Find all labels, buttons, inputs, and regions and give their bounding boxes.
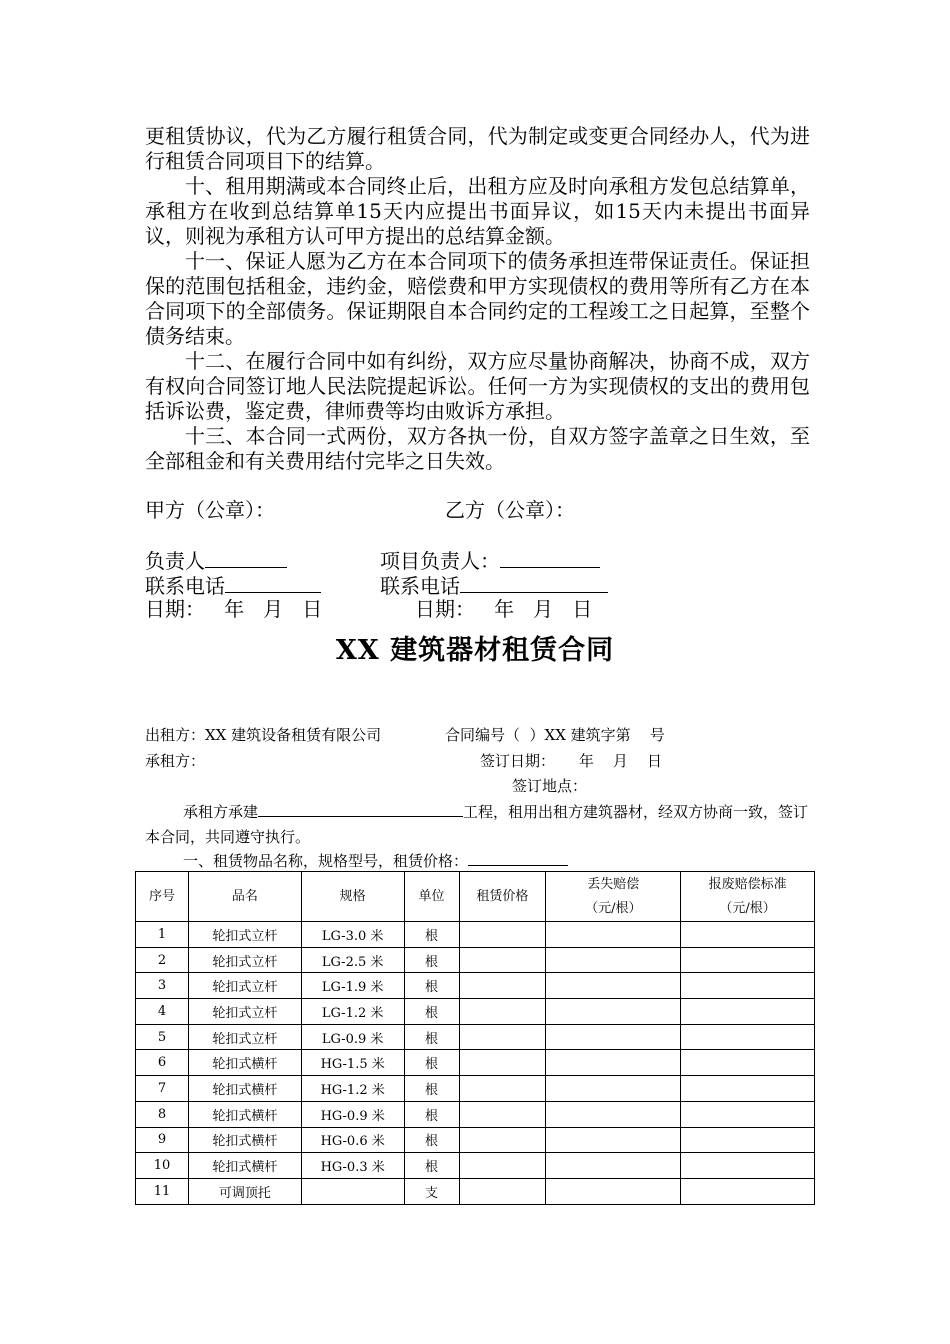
table-cell: 根 (404, 1076, 459, 1102)
signature-parties (145, 498, 810, 523)
lessee: 承租方： (145, 752, 206, 770)
loss-unit: （元/根） (585, 900, 642, 916)
signature-phones (145, 572, 810, 597)
table-cell: 轮扣式立杆 (188, 999, 301, 1025)
table-cell: 根 (404, 1153, 459, 1179)
table-cell: 轮扣式横杆 (188, 1127, 301, 1153)
date-b: 日期： 年 月 日 (415, 597, 593, 621)
table-cell (681, 999, 815, 1025)
sign-date: 签订日期： 年 月 日 (480, 752, 662, 770)
table-cell (546, 1076, 681, 1102)
rental-items-table (135, 871, 815, 1205)
date-a: 日期： 年 月 日 (145, 597, 323, 621)
scrap-header: 报废赔偿标准 (708, 876, 787, 892)
header-cell: 品名 (188, 872, 301, 922)
table-cell (681, 1024, 815, 1050)
table-cell (546, 1127, 681, 1153)
table-header (136, 872, 815, 922)
table-cell: 可调顶托 (188, 1178, 301, 1204)
table-cell (546, 973, 681, 999)
table-cell: 支 (404, 1178, 459, 1204)
table-row (136, 947, 815, 973)
person-in-charge-label: 负责人 (145, 549, 205, 573)
table-cell: LG-1.2 米 (301, 999, 404, 1025)
table-cell: 根 (404, 973, 459, 999)
phone-a-label: 联系电话 (145, 574, 225, 598)
table-cell: 根 (404, 1101, 459, 1127)
table-cell: 10 (136, 1153, 189, 1179)
table-cell (681, 1050, 815, 1076)
table-cell: 6 (136, 1050, 189, 1076)
lessor: 出租方：XX 建筑设备租赁有限公司 (145, 726, 382, 744)
header-cell: 序号 (136, 872, 189, 922)
table-cell (459, 973, 546, 999)
table-cell (681, 1076, 815, 1102)
table-cell (459, 1101, 546, 1127)
table-cell: HG-1.5 米 (301, 1050, 404, 1076)
intro-b: 工程，租用出租方建筑器材，经双方协商一致，签订本合同，共同遵守执行。 (145, 803, 809, 846)
table-cell (681, 1127, 815, 1153)
table-cell: 5 (136, 1024, 189, 1050)
table-cell: 7 (136, 1076, 189, 1102)
section-1: 一、租赁物品名称，规格型号，租赁价格： (183, 852, 469, 870)
table-cell (459, 1050, 546, 1076)
contract-number: 合同编号（ ）XX 建筑字第 号 (445, 726, 665, 744)
person-in-charge-line (205, 547, 287, 568)
clause-11: 十一、保证人愿为乙方在本合同项下的债务承担连带保证责任。保证担保的范围包括租金，违约金，赔偿费和甲方实现债权的费用等所有乙方在本合同项下的全部债务。保证期限自本合同约定的工程竣工之日起算，至整个债务结束。 (145, 249, 810, 348)
table-row (136, 1127, 815, 1153)
clause-12: 十二、在履行合同中如有纠纷，双方应尽量协商解决，协商不成，双方有权向合同签订地人民法院提起诉讼。任何一方为实现债权的支出的费用包括诉讼费，鉴定费，律师费等均由败诉方承担。 (145, 349, 810, 423)
table-cell (681, 973, 815, 999)
header-cell: 租赁价格 (459, 872, 546, 922)
table-cell: 根 (404, 1127, 459, 1153)
table-cell (546, 1178, 681, 1204)
table-cell: 轮扣式横杆 (188, 1101, 301, 1127)
signature-leaders (145, 547, 810, 572)
table-row (136, 922, 815, 948)
table-cell: 1 (136, 922, 189, 948)
table-cell (681, 1101, 815, 1127)
table-cell (459, 1127, 546, 1153)
table-cell: 根 (404, 999, 459, 1025)
loss-header: 丢失赔偿 (587, 876, 640, 892)
clause-13: 十三、本合同一式两份，双方各执一份，自双方签字盖章之日生效，至全部租金和有关费用结付完毕之日失效。 (145, 424, 810, 473)
phone-a-line (225, 572, 321, 593)
table-cell: 4 (136, 999, 189, 1025)
table-cell (681, 922, 815, 948)
table-cell: 轮扣式横杆 (188, 1050, 301, 1076)
table-row (136, 1153, 815, 1179)
table-cell: LG-0.9 米 (301, 1024, 404, 1050)
table-cell (459, 999, 546, 1025)
project-leader-line (500, 547, 600, 568)
table-cell: LG-2.5 米 (301, 947, 404, 973)
table-cell (681, 1178, 815, 1204)
table-row (136, 1024, 815, 1050)
table-cell: HG-0.6 米 (301, 1127, 404, 1153)
table-cell (681, 947, 815, 973)
phone-b-line (460, 572, 608, 593)
table-cell: 3 (136, 973, 189, 999)
table-cell (459, 1076, 546, 1102)
contract-title: XX 建筑器材租赁合同 (335, 635, 615, 666)
table-cell: LG-1.9 米 (301, 973, 404, 999)
table-cell: 11 (136, 1178, 189, 1204)
header-cell: 规格 (301, 872, 404, 922)
table-row (136, 1076, 815, 1102)
section-1-line (183, 850, 568, 871)
table-cell: 根 (404, 922, 459, 948)
header-cell (546, 872, 681, 922)
price-line (468, 851, 568, 866)
table-cell (546, 947, 681, 973)
sign-place: 签订地点： (512, 777, 588, 795)
header-cell (681, 872, 815, 922)
table-cell (459, 1024, 546, 1050)
table-cell (301, 1178, 404, 1204)
table-cell: HG-1.2 米 (301, 1076, 404, 1102)
clause-9-end: 更租赁协议，代为乙方履行租赁合同，代为制定或变更合同经办人，代为进行租赁合同项目下的结算。 (145, 124, 810, 173)
intro-line (145, 800, 810, 850)
intro-a: 承租方承建 (183, 803, 259, 821)
table-cell (546, 1101, 681, 1127)
party-b-label: 乙方（公章）： (445, 498, 575, 522)
table-cell: 根 (404, 1024, 459, 1050)
table-cell (546, 999, 681, 1025)
table-cell (546, 1153, 681, 1179)
table-cell: HG-0.9 米 (301, 1101, 404, 1127)
table-cell (459, 1178, 546, 1204)
table-cell: 9 (136, 1127, 189, 1153)
table-cell: 2 (136, 947, 189, 973)
table-cell (459, 1153, 546, 1179)
table-cell (546, 1024, 681, 1050)
header-cell: 单位 (404, 872, 459, 922)
clause-10: 十、租用期满或本合同终止后，出租方应及时向承租方发包总结算单，承租方在收到总结算单15天内应提出书面异议，如15天内未提出书面异议，则视为承租方认可甲方提出的总结算金额。 (145, 174, 810, 248)
project-name-line (258, 802, 463, 817)
contract-body (145, 124, 810, 622)
table-cell: 轮扣式横杆 (188, 1153, 301, 1179)
table-cell: 轮扣式立杆 (188, 947, 301, 973)
table-cell: 轮扣式立杆 (188, 973, 301, 999)
table-cell: HG-0.3 米 (301, 1153, 404, 1179)
table-cell: 轮扣式立杆 (188, 922, 301, 948)
table-row (136, 1101, 815, 1127)
table-row (136, 1050, 815, 1076)
table-cell: 轮扣式横杆 (188, 1076, 301, 1102)
signature-dates (145, 597, 810, 622)
phone-b-label: 联系电话 (380, 574, 460, 598)
table-cell: 根 (404, 1050, 459, 1076)
table-cell (459, 922, 546, 948)
table-cell (459, 947, 546, 973)
project-leader-label: 项目负责人： (380, 549, 500, 573)
table-row (136, 999, 815, 1025)
table-cell: 根 (404, 947, 459, 973)
table-cell: LG-3.0 米 (301, 922, 404, 948)
table-row (136, 1178, 815, 1204)
table-row (136, 973, 815, 999)
scrap-unit: （元/根） (719, 900, 776, 916)
table-cell (546, 922, 681, 948)
party-a-label: 甲方（公章）： (145, 498, 275, 522)
table-cell: 8 (136, 1101, 189, 1127)
table-cell (681, 1153, 815, 1179)
table-cell: 轮扣式立杆 (188, 1024, 301, 1050)
table-cell (546, 1050, 681, 1076)
